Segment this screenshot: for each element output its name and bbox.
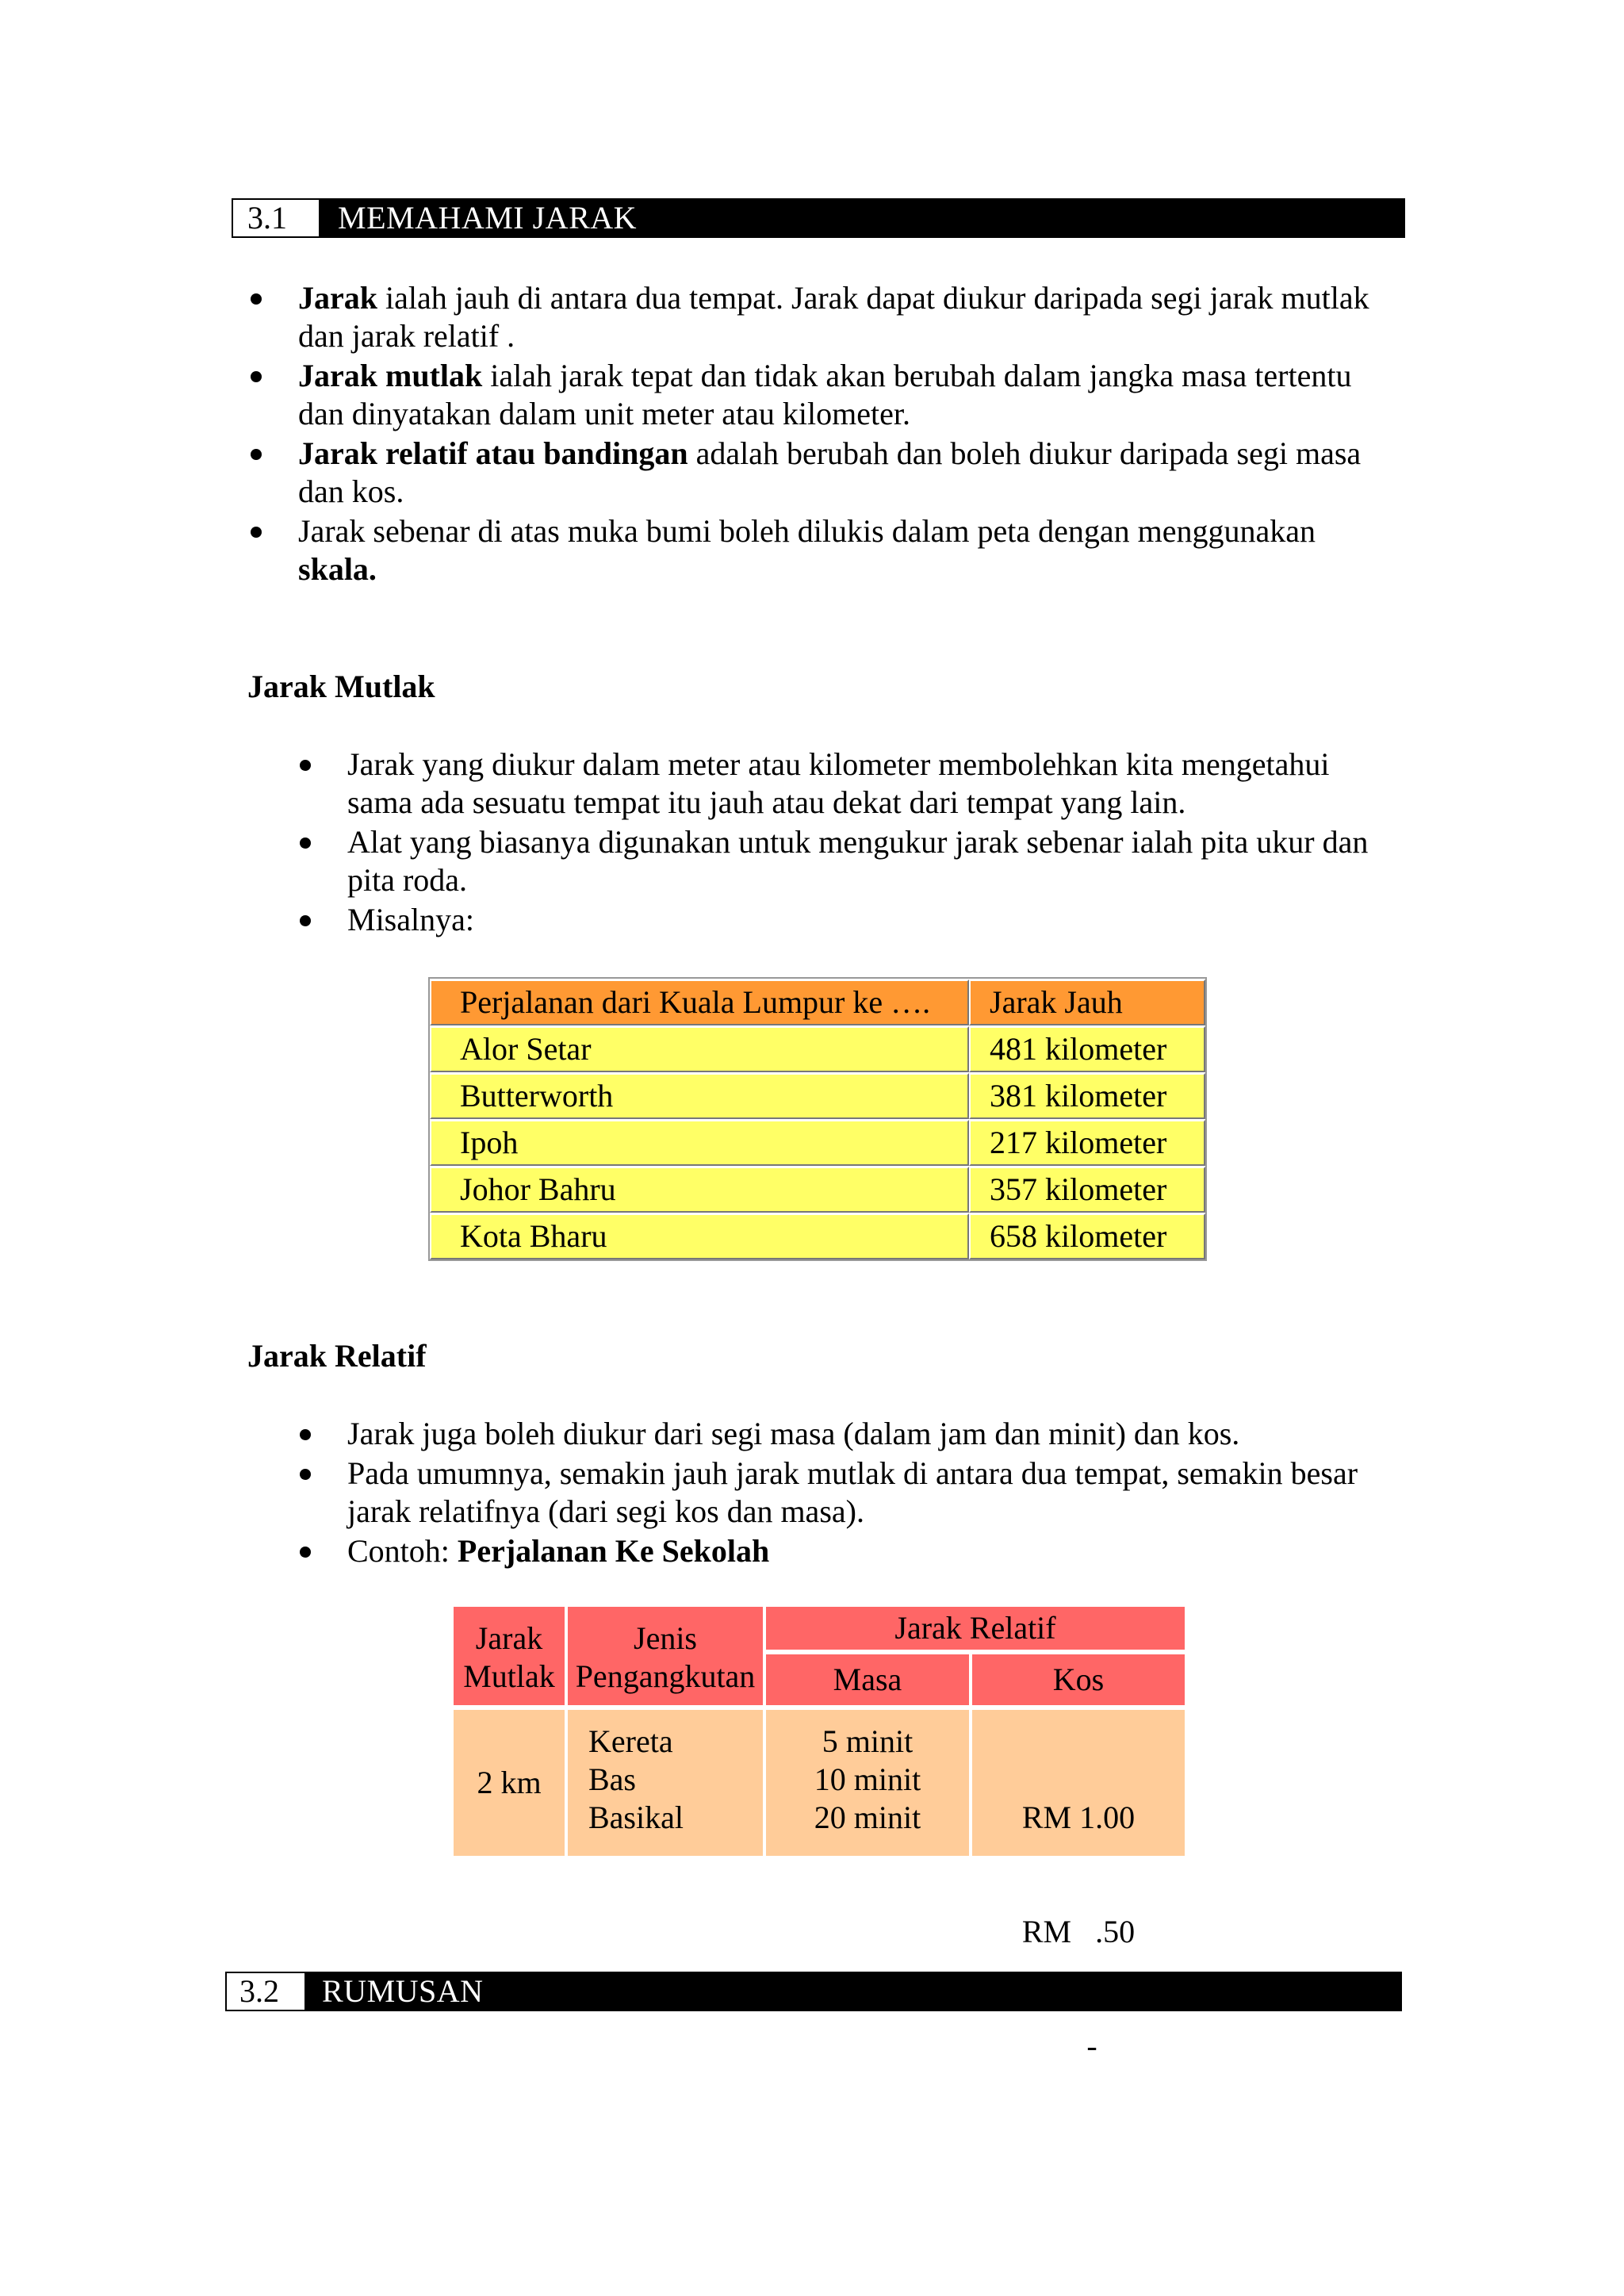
table-row: Ipoh 217 kilometer [430,1119,1205,1166]
distance-table [428,977,1207,1261]
table-row: Johor Bahru 357 kilometer [430,1166,1205,1213]
table-header-row [430,979,1205,1025]
bullet-icon [300,838,311,849]
header-cell-jarak-mutlak: Jarak Mutlak [454,1607,565,1705]
heading-jarak-relatif: Jarak Relatif [247,1338,427,1374]
bullet-icon [251,449,262,460]
bullet-icon [300,1469,311,1480]
section-title: MEMAHAMI JARAK [320,198,1405,238]
header-cell-jarak-relatif: Jarak Relatif [766,1607,1185,1650]
bullet-icon [300,915,311,926]
bullet-icon [300,1547,311,1558]
header-cell-masa: Masa [766,1654,969,1705]
heading-jarak-mutlak: Jarak Mutlak [247,669,435,704]
term: Jarak mutlak [298,358,483,393]
list-item: Alat yang biasanya digunakan untuk mengukur jarak sebenar ialah pita ukur dan pita roda. [347,823,1394,901]
definition: ialah jarak tepat dan tidak akan berubah dalam jangka masa tertentu dan dinyatakan dalam unit meter atau kilometer. [298,358,1352,431]
table-body [430,1025,1205,1259]
definition: Jarak sebenar di atas muka bumi boleh dilukis dalam peta dengan menggunakan [298,513,1316,549]
header-cell-distance: Jarak Jauh [969,979,1205,1025]
definition: ialah jauh di antara dua tempat. Jarak dapat diukur daripada segi jarak mutlak dan jarak relatif . [298,280,1369,354]
header-cell-route: Perjalanan dari Kuala Lumpur ke …. [430,979,969,1025]
section-number: 3.1 [232,198,320,238]
list-item: Misalnya: [347,901,1394,941]
intro-bullet-list [298,279,1392,590]
list-item: Contoh: Perjalanan Ke Sekolah [347,1532,1394,1572]
section-header-3-1 [232,198,1405,238]
list-item [298,279,1392,357]
cell-cost: RM 1.00 RM .50 - [972,1710,1185,1856]
list-item [298,357,1392,435]
section-number: 3.2 [225,1972,306,2011]
list-item [298,512,1392,590]
bullet-icon [251,293,262,305]
section-title: RUMUSAN [306,1972,1402,2011]
bullet-icon [300,760,311,771]
list-item: Pada umumnya, semakin jauh jarak mutlak di antara dua tempat, semakin besar jarak relatifnya (dari segi kos dan masa). [347,1455,1394,1532]
bullet-icon [300,1429,311,1440]
definition: adalah berubah dan boleh diukur daripada segi masa dan kos. [298,435,1362,509]
list-item: Jarak yang diukur dalam meter atau kilometer membolehkan kita mengetahui sama ada sesuatu tempat itu jauh atau dekat dari tempat yang lain. [347,746,1394,823]
term: Jarak relatif atau bandingan [298,435,688,471]
header-cell-kos: Kos [972,1654,1185,1705]
cell-time: 5 minit 10 minit 20 minit [766,1710,969,1856]
cell-distance: 2 km [454,1710,565,1856]
bullet-icon [251,371,262,382]
section-header-3-2 [225,1972,1402,2011]
term: Jarak [298,280,377,316]
bullet-icon [251,527,262,538]
table-row: Alor Setar 481 kilometer [430,1025,1205,1072]
term: skala. [298,551,377,587]
header-cell-jenis-pengangkutan: Jenis Pengangkutan [568,1607,763,1705]
cell-transport: Kereta Bas Basikal [568,1710,763,1856]
list-item: Jarak juga boleh diukur dari segi masa (dalam jam dan minit) dan kos. [347,1415,1394,1455]
table-row: Kota Bharu 658 kilometer [430,1213,1205,1259]
table-row: Butterworth 381 kilometer [430,1072,1205,1119]
relatif-bullet-list [347,1415,1394,1572]
list-item [298,435,1392,512]
mutlak-bullet-list [347,746,1394,941]
